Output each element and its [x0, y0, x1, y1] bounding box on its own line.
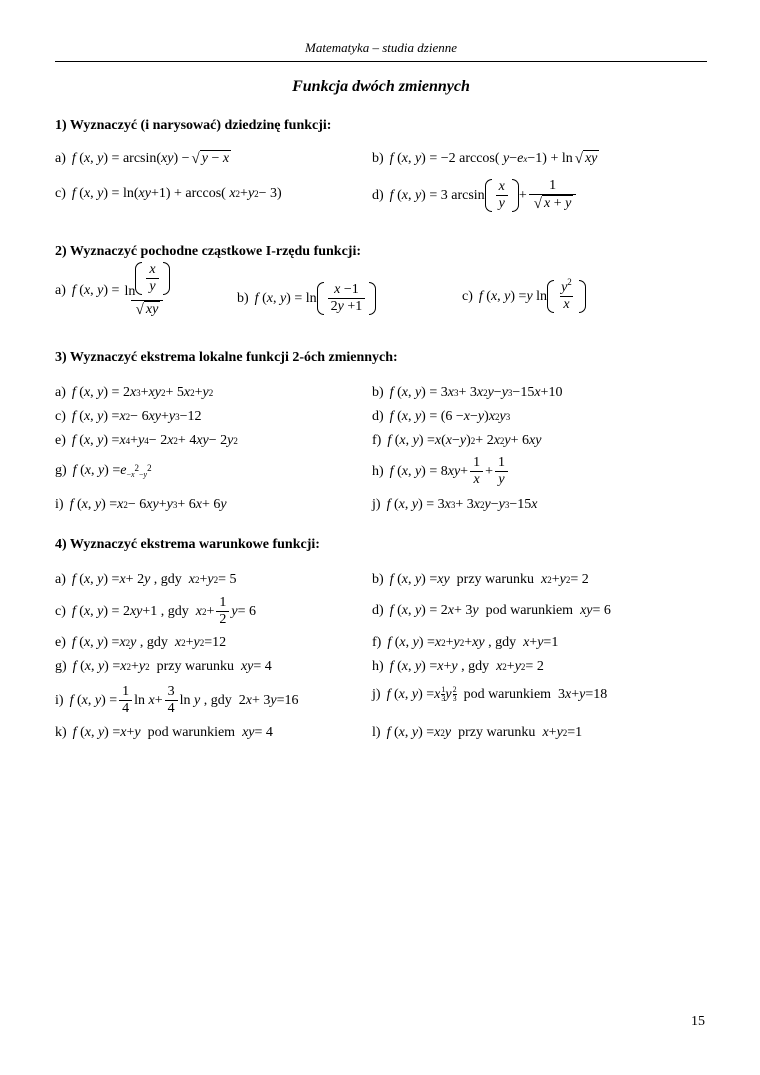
exercise-2b: b) f ( x , y ) = ln $\frac{x -1}{2y +1}$ — [237, 282, 376, 315]
section-4-heading: 4) Wyznaczyć ekstrema warunkowe funkcji: — [55, 537, 320, 552]
exercise-4i: i) f ( x , y ) = $\frac{1}{4}$ ln x + $\frac{3}{4}$ ln y , gdy 2 x + 3 y =16 — [55, 684, 299, 716]
exercise-3a: a) f ( x , y ) = 2 x 3 + xy 2 + 5 x 2 + y 2 — [55, 385, 214, 400]
exercise-3j: j) f ( x , y ) = 3 x 3 + 3 x 2 y − y 3 −15 x — [372, 497, 538, 512]
word-gdy: gdy — [468, 659, 490, 674]
label: j) — [372, 497, 381, 512]
exercise-3i: i) f ( x , y ) = x 2 − 6 xy + y 3 + 6 x + 6 y — [55, 497, 227, 512]
exercise-3c: c) f ( x , y ) = x 2 − 6 xy + y 3 −12 — [55, 409, 202, 424]
section-2-heading: 2) Wyznaczyć pochodne cząstkowe I-rzędu funkcji: — [55, 244, 362, 259]
exercise-3f: f) f ( x , y ) = x ( x − y ) 2 + 2 x 2 y + 6 xy — [372, 433, 542, 448]
exercise-1b: b) f ( x , y ) = −2 arccos( y − e x −1) + ln √ xy — [372, 150, 598, 167]
word-przy-warunku: przy warunku — [458, 725, 536, 740]
exercise-3e: e) f ( x , y ) = x 4 + y 4 − 2 x 2 + 4 xy − 2 y 2 — [55, 433, 238, 448]
label: a) — [55, 572, 66, 587]
label: b) — [372, 150, 384, 166]
label: a) — [55, 282, 66, 298]
exercise-1a: a) f ( x , y ) = arcsin( xy ) − √ y − x — [55, 150, 230, 167]
label: d) — [372, 603, 384, 618]
label: f) — [372, 433, 382, 448]
exercise-3h: h) f ( x , y ) = 8 xy + $\frac{1}{x}$ + $\frac{1}{y}$ — [372, 455, 510, 488]
exercise-4l: l) f ( x , y ) = x 2 y przy warunku x + y 2 =1 — [372, 725, 583, 740]
word-gdy: gdy — [160, 572, 182, 587]
word-gdy: gdy — [495, 635, 517, 650]
running-header: Matematyka – studia dzienne — [305, 40, 457, 55]
label: c) — [55, 409, 66, 424]
word-przy-warunku: przy warunku — [156, 659, 234, 674]
word-gdy: gdy — [167, 603, 189, 619]
exercise-2a: a) f ( x , y ) = ln $\frac{x}{y}$ √ xy — [55, 262, 175, 319]
word-gdy: gdy — [210, 692, 232, 708]
exercise-4j: j) f ( x , y ) = x $\frac{1}{3}$ y $\frac{2}{3}$ pod warunkiem 3 x + y =18 — [372, 685, 608, 703]
word-pod-warunkiem: pod warunkiem — [147, 725, 236, 740]
exercise-4a: a) f ( x , y ) = x + 2 y , gdy x 2 + y 2 = 5 — [55, 572, 237, 587]
label: d) — [372, 409, 384, 424]
label: b) — [372, 385, 384, 400]
header-rule — [55, 61, 707, 62]
exercise-3d: d) f ( x , y ) = (6 − x − y ) x 2 y 3 — [372, 409, 511, 424]
label: e) — [55, 635, 66, 650]
exercise-3g: g) f ( x , y ) = e $-x^2-y^2$ — [55, 462, 152, 479]
label: i) — [55, 497, 64, 512]
label: c) — [462, 288, 473, 304]
label: e) — [55, 433, 66, 448]
exercise-1d: d) f ( x , y ) = 3 arcsin $\frac{x}{y}$ + 1 √ x + y — [372, 178, 578, 213]
label: l) — [372, 725, 381, 740]
exercise-4f: f) f ( x , y ) = x 2 + y 2 + xy , gdy x + y =1 — [372, 635, 559, 650]
label: f) — [372, 635, 382, 650]
exercise-4e: e) f ( x , y ) = x 2 y , gdy x 2 + y 2 =12 — [55, 635, 227, 650]
exercise-4k: k) f ( x , y ) = x + y pod warunkiem xy = 4 — [55, 725, 273, 740]
label: d) — [372, 187, 384, 203]
exercise-4g: g) f ( x , y ) = x 2 + y 2 przy warunku xy = 4 — [55, 659, 272, 674]
word-pod-warunkiem: pod warunkiem — [485, 603, 574, 618]
label: b) — [372, 572, 384, 587]
page-number: 15 — [691, 1014, 705, 1029]
word-pod-warunkiem: pod warunkiem — [463, 686, 552, 702]
label: g) — [55, 463, 67, 478]
section-3-heading: 3) Wyznaczyć ekstrema lokalne funkcji 2-óch zmiennych: — [55, 350, 398, 365]
word-gdy: gdy — [146, 635, 168, 650]
exercise-4b: b) f ( x , y ) = xy przy warunku x 2 + y 2 = 2 — [372, 572, 589, 587]
word-przy-warunku: przy warunku — [456, 572, 535, 587]
label: g) — [55, 659, 67, 674]
label: a) — [55, 150, 66, 166]
exercise-4c: c) f ( x , y ) = 2 xy +1 , gdy x 2 + $\frac{1}{2}$ y = 6 — [55, 595, 257, 627]
label: b) — [237, 290, 249, 306]
label: k) — [55, 725, 67, 740]
label: c) — [55, 603, 66, 619]
page-title: Funkcja dwóch zmiennych — [292, 78, 470, 95]
label: h) — [372, 463, 384, 479]
exercise-4d: d) f ( x , y ) = 2 x + 3 y pod warunkiem xy = 6 — [372, 603, 611, 618]
section-1-heading: 1) Wyznaczyć (i narysować) dziedzinę funkcji: — [55, 118, 332, 133]
label: a) — [55, 385, 66, 400]
exercise-3b: b) f ( x , y ) = 3 x 3 + 3 x 2 y − y 3 −15 x +10 — [372, 385, 563, 400]
exercise-2c: c) f ( x , y ) = y ln $\frac{y^2}{x}$ — [462, 280, 586, 313]
label: h) — [372, 659, 384, 674]
label: c) — [55, 186, 66, 201]
exercise-4h: h) f ( x , y ) = x + y , gdy x 2 + y 2 = 2 — [372, 659, 544, 674]
label: j) — [372, 686, 381, 702]
label: i) — [55, 692, 64, 708]
exercise-1c: c) f ( x , y ) = ln( xy +1) + arccos( x 2 + y 2 − 3) — [55, 186, 282, 201]
